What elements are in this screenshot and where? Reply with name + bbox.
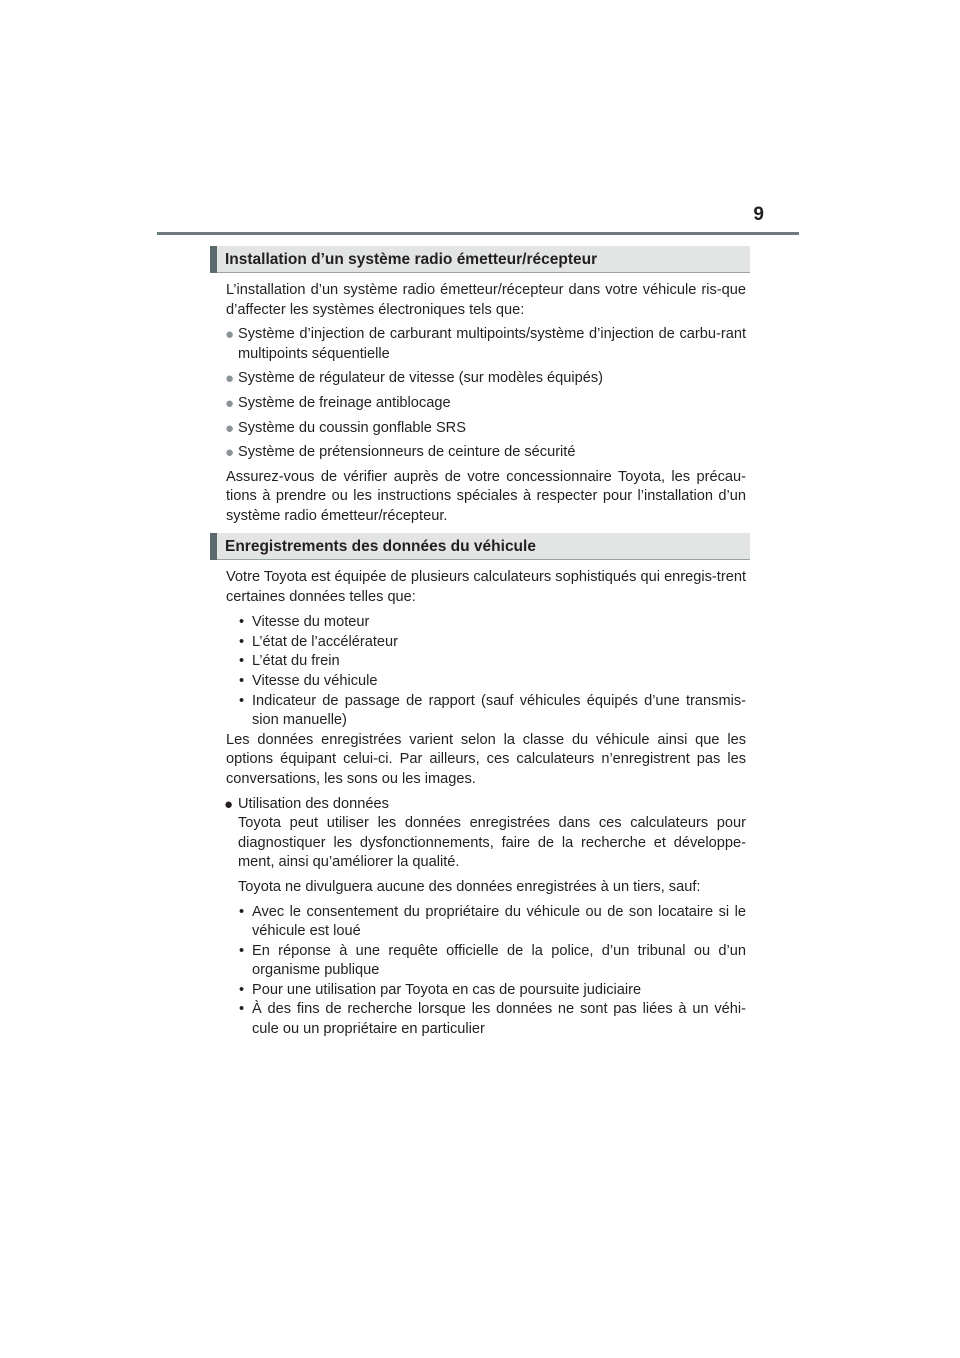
usage-paragraph: Toyota peut utiliser les données enregistrées dans ces calculateurs pour diagnostiquer les dysfonctionnements, faire de la recherche et développe-ment, ainsi qu’améliorer la qualité. — [238, 815, 746, 871]
section-title: Installation d’un système radio émetteur/récepteur — [225, 251, 598, 268]
list-item: ● Système de freinage antiblocage — [225, 394, 451, 412]
section-header-data — [210, 533, 750, 560]
list-item: • Vitesse du véhicule — [239, 672, 378, 689]
list-item: • Indicateur de passage de rapport (sauf véhicules équipés d’une transmis-sion manuelle) — [239, 692, 746, 729]
bullet-icon: ● — [224, 795, 234, 813]
list-item: ● Système du coussin gonflable SRS — [225, 419, 466, 437]
closing-paragraph: Assurez-vous de vérifier auprès de votre concessionnaire Toyota, les précau-tions à prendre ou les instructions spéciales à respecter pour l’installation d’un système radio émetteur/récepteur. — [226, 468, 746, 524]
list-item: • En réponse à une requête officielle de la police, d’un tribunal ou d’un organisme publique — [239, 942, 746, 979]
list-item: ● Système de prétensionneurs de ceinture de sécurité — [225, 444, 576, 462]
bullet-icon: ● — [225, 370, 235, 388]
intro-paragraph: L’installation d’un système radio émetteur/récepteur dans votre véhicule ris-que d’affecter les systèmes électroniques tels que: — [226, 282, 746, 318]
section-body-radio — [226, 281, 746, 527]
section-header-radio — [210, 246, 750, 273]
list-item: • Pour une utilisation par Toyota en cas de poursuite judiciaire — [239, 981, 642, 998]
list-item: • L’état de l’accélérateur — [239, 633, 399, 650]
list-item: ● Système d’injection de carburant multipoints/système d’injection de carbu-rant multipoints séquentielle — [225, 326, 746, 362]
bullet-icon: ● — [225, 419, 235, 437]
section-title: Enregistrements des données du véhicule — [225, 538, 536, 555]
header-rule — [157, 232, 799, 235]
section-marker — [210, 246, 217, 273]
section-body-data — [226, 568, 746, 1040]
sub-heading: ● Utilisation des données — [224, 795, 389, 813]
list-item: • Vitesse du moteur — [239, 614, 370, 631]
list-item: • Avec le consentement du propriétaire du véhicule ou de son locataire si le véhicule est loué — [239, 903, 746, 940]
intro-paragraph: Votre Toyota est équipée de plusieurs calculateurs sophistiqués qui enregis-trent certaines données telles que: — [226, 569, 746, 605]
bullet-icon: ● — [225, 326, 235, 344]
page-number: 9 — [753, 204, 764, 225]
list-item: • L’état du frein — [239, 653, 340, 670]
list-item: ● Système de régulateur de vitesse (sur modèles équipés) — [225, 370, 604, 388]
bullet-icon: ● — [225, 444, 235, 462]
disclosure-paragraph: Toyota ne divulguera aucune des données enregistrées à un tiers, sauf: — [238, 878, 701, 895]
section-marker — [210, 533, 217, 560]
list-item: • À des fins de recherche lorsque les données ne sont pas liées à un véhi-cule ou un propriétaire en particulier — [239, 1001, 746, 1038]
bullet-icon: ● — [225, 394, 235, 412]
records-paragraph: Les données enregistrées varient selon la classe du véhicule ainsi que les options équipant celui-ci. Par ailleurs, ces calculateurs n’enregistrent pas les conversations, les sons ou les images. — [226, 731, 746, 787]
